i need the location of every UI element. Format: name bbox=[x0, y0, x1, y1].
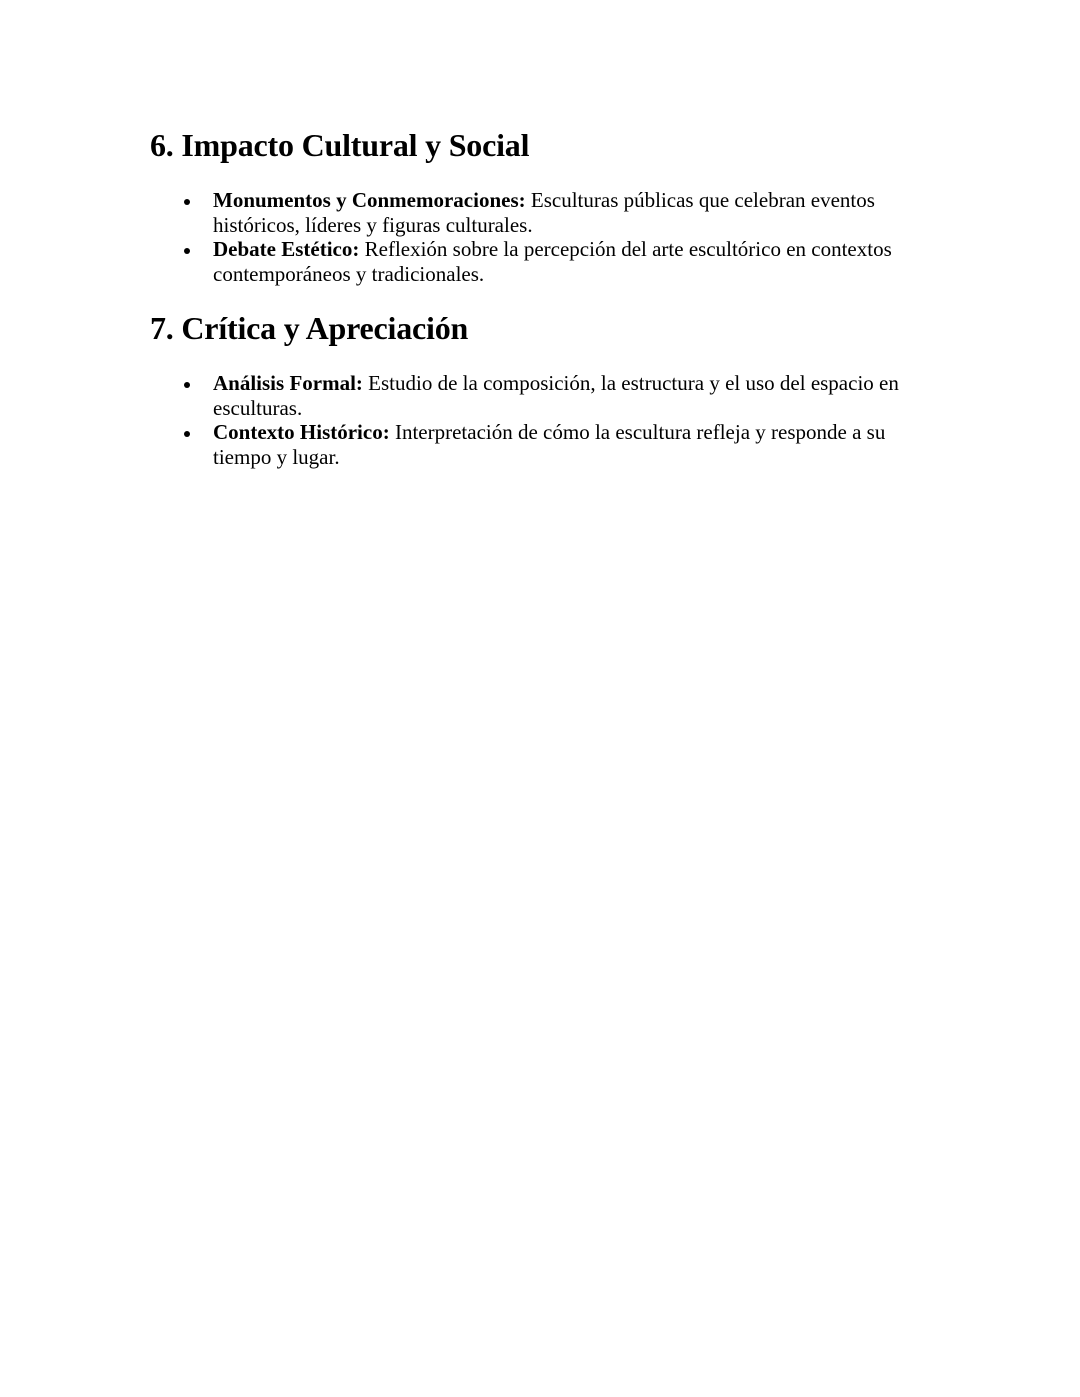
bullet-icon bbox=[184, 248, 190, 254]
item-term: Contexto Histórico: bbox=[213, 420, 390, 444]
item-text: Estudio de la composición, la estructura y el uso del espacio en esculturas. bbox=[213, 371, 899, 420]
section-impacto-cultural bbox=[150, 125, 930, 286]
item-text: Esculturas públicas que celebran eventos históricos, líderes y figuras culturales. bbox=[213, 188, 875, 237]
item-term: Debate Estético: bbox=[213, 237, 360, 261]
bullet-list bbox=[150, 188, 930, 286]
section-heading: 6. Impacto Cultural y Social bbox=[150, 127, 530, 163]
list-item bbox=[150, 237, 930, 286]
list-item bbox=[150, 188, 930, 237]
bullet-icon bbox=[184, 382, 190, 388]
bullet-icon bbox=[184, 199, 190, 205]
bullet-list bbox=[150, 371, 930, 469]
section-heading: 7. Crítica y Apreciación bbox=[150, 310, 469, 346]
item-term: Análisis Formal: bbox=[213, 371, 363, 395]
list-item bbox=[150, 420, 930, 469]
item-text: Reflexión sobre la percepción del arte escultórico en contextos contemporáneos y tradicionales. bbox=[213, 237, 892, 286]
bullet-icon bbox=[184, 431, 190, 437]
section-critica-apreciacion bbox=[150, 308, 930, 469]
item-term: Monumentos y Conmemoraciones: bbox=[213, 188, 526, 212]
item-text: Interpretación de cómo la escultura refleja y responde a su tiempo y lugar. bbox=[213, 420, 886, 469]
list-item bbox=[150, 371, 930, 420]
